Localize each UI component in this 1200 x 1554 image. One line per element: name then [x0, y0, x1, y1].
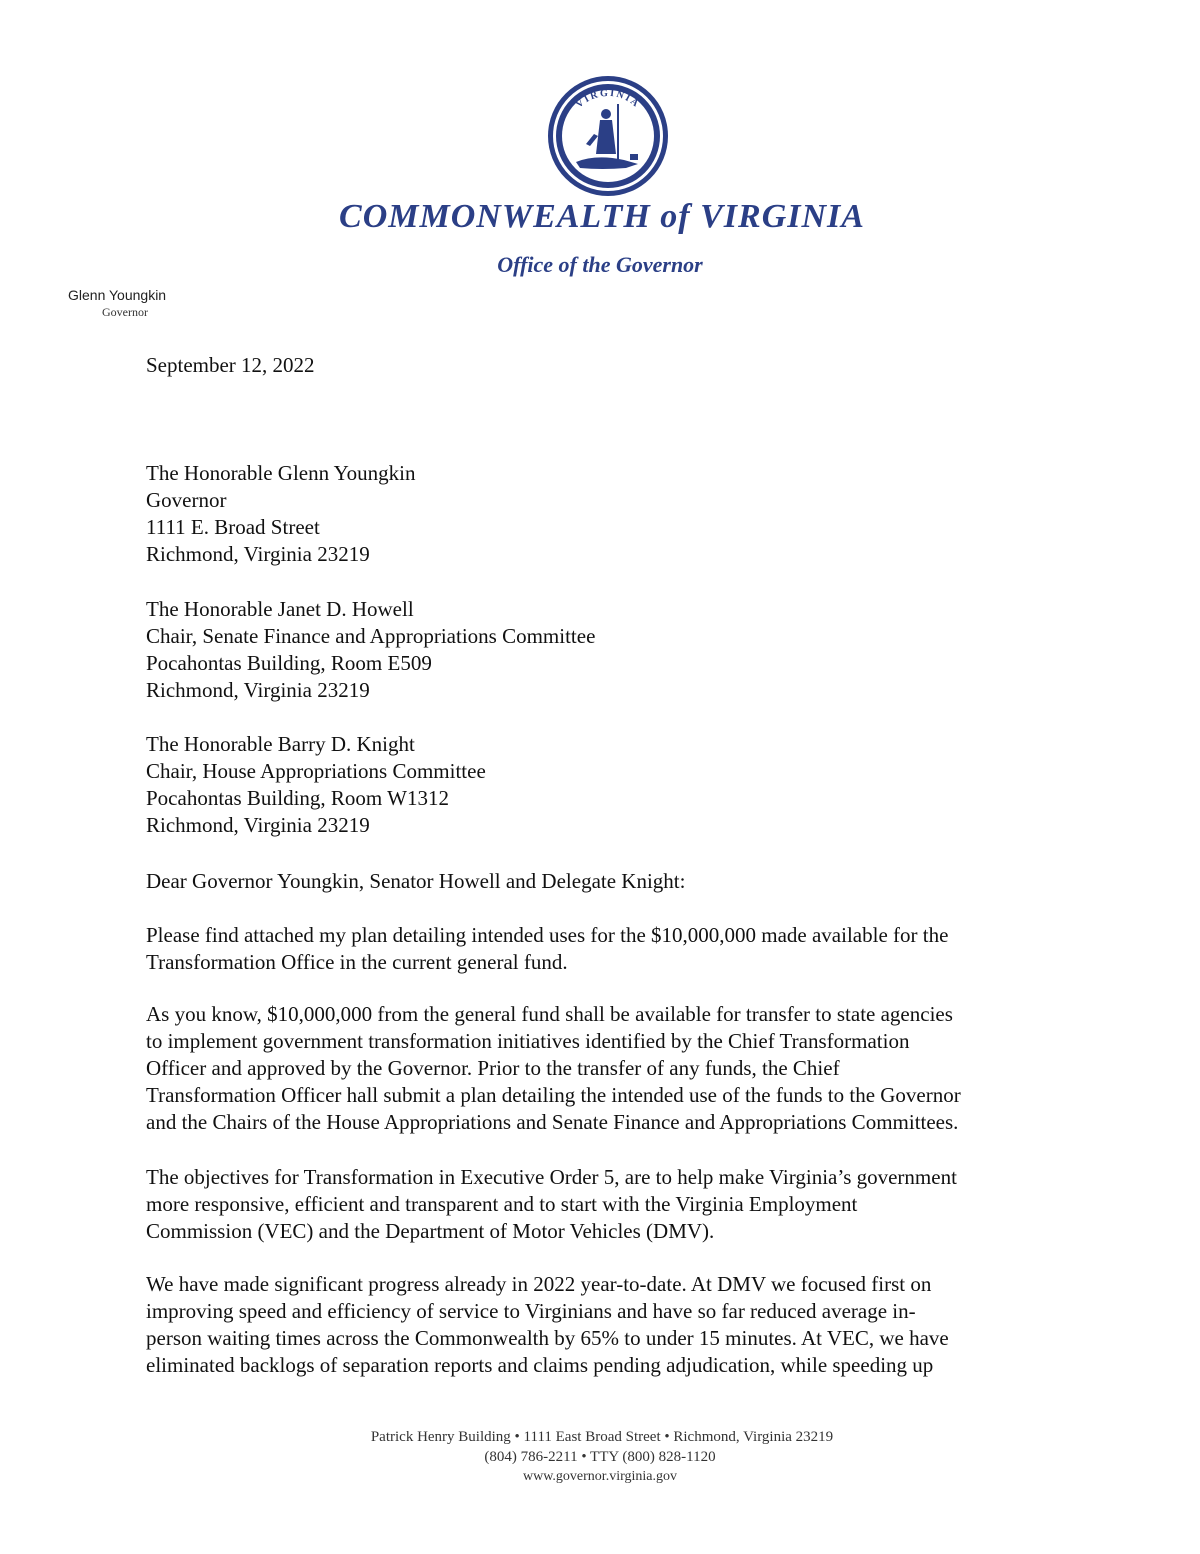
footer-address: Patrick Henry Building • 1111 East Broad Street • Richmond, Virginia 23219: [370, 1429, 834, 1445]
paragraph-attached-plan: [146, 922, 1076, 976]
recipient-line: Governor: [146, 488, 227, 512]
paragraph-line: We have made significant progress already in 2022 year-to-date. At DMV we focused first on: [146, 1272, 932, 1296]
paragraph-line: improving speed and efficiency of service to Virginians and have so far reduced average in-: [146, 1299, 916, 1323]
letterhead-title: COMMONWEALTH of VIRGINIA: [339, 198, 865, 235]
paragraph-general-fund: [146, 1001, 1076, 1136]
recipient-block-house: [146, 731, 486, 839]
seal-of-virginia-icon: [546, 74, 670, 198]
paragraph-line: The objectives for Transformation in Executive Order 5, are to help make Virginia’s government: [146, 1165, 957, 1189]
recipient-line: Chair, Senate Finance and Appropriations Committee: [146, 624, 596, 648]
paragraph-line: Officer and approved by the Governor. Prior to the transfer of any funds, the Chief: [146, 1056, 840, 1080]
recipient-line: Richmond, Virginia 23219: [146, 542, 370, 566]
paragraph-line: to implement government transformation initiatives identified by the Chief Transformation: [146, 1029, 910, 1053]
letter-date: September 12, 2022: [146, 353, 315, 377]
letterhead-office: Office of the Governor: [497, 252, 703, 277]
paragraph-line: more responsive, efficient and transparent and to start with the Virginia Employment: [146, 1192, 858, 1216]
recipient-line: The Honorable Barry D. Knight: [146, 732, 415, 756]
recipient-line: Richmond, Virginia 23219: [146, 678, 370, 702]
recipient-line: The Honorable Glenn Youngkin: [146, 461, 416, 485]
recipient-block-governor: [146, 460, 415, 568]
paragraph-line: person waiting times across the Commonwealth by 65% to under 15 minutes. At VEC, we have: [146, 1326, 949, 1350]
sender-name: Glenn Youngkin: [68, 287, 167, 303]
sender-title: Governor: [102, 305, 148, 319]
paragraph-progress: [146, 1271, 1076, 1379]
paragraph-line: As you know, $10,000,000 from the general fund shall be available for transfer to state agencies: [146, 1002, 953, 1026]
paragraph-line: and the Chairs of the House Appropriations and Senate Finance and Appropriations Committees.: [146, 1110, 959, 1134]
recipient-block-senate: [146, 596, 595, 704]
recipient-line: 1111 E. Broad Street: [146, 515, 320, 539]
recipient-line: Pocahontas Building, Room E509: [146, 651, 432, 675]
paragraph-line: Transformation Office in the current general fund.: [146, 950, 568, 974]
paragraph-line: eliminated backlogs of separation reports and claims pending adjudication, while speeding up: [146, 1353, 934, 1377]
recipient-line: Chair, House Appropriations Committee: [146, 759, 486, 783]
footer-website: www.governor.virginia.gov: [523, 1469, 677, 1484]
paragraph-line: Transformation Officer hall submit a plan detailing the intended use of the funds to the Governor: [146, 1083, 961, 1107]
recipient-line: Pocahontas Building, Room W1312: [146, 786, 449, 810]
recipient-line: Richmond, Virginia 23219: [146, 813, 370, 837]
paragraph-line: Please find attached my plan detailing intended uses for the $10,000,000 made available for the: [146, 923, 949, 947]
svg-text:VIRGINIA: VIRGINIA: [573, 87, 643, 111]
recipient-line: The Honorable Janet D. Howell: [146, 597, 414, 621]
salutation: Dear Governor Youngkin, Senator Howell and Delegate Knight:: [146, 869, 686, 893]
paragraph-line: Commission (VEC) and the Department of Motor Vehicles (DMV).: [146, 1219, 715, 1243]
paragraph-objectives: [146, 1164, 1076, 1245]
footer-phone: (804) 786-2211 • TTY (800) 828-1120: [484, 1449, 716, 1465]
